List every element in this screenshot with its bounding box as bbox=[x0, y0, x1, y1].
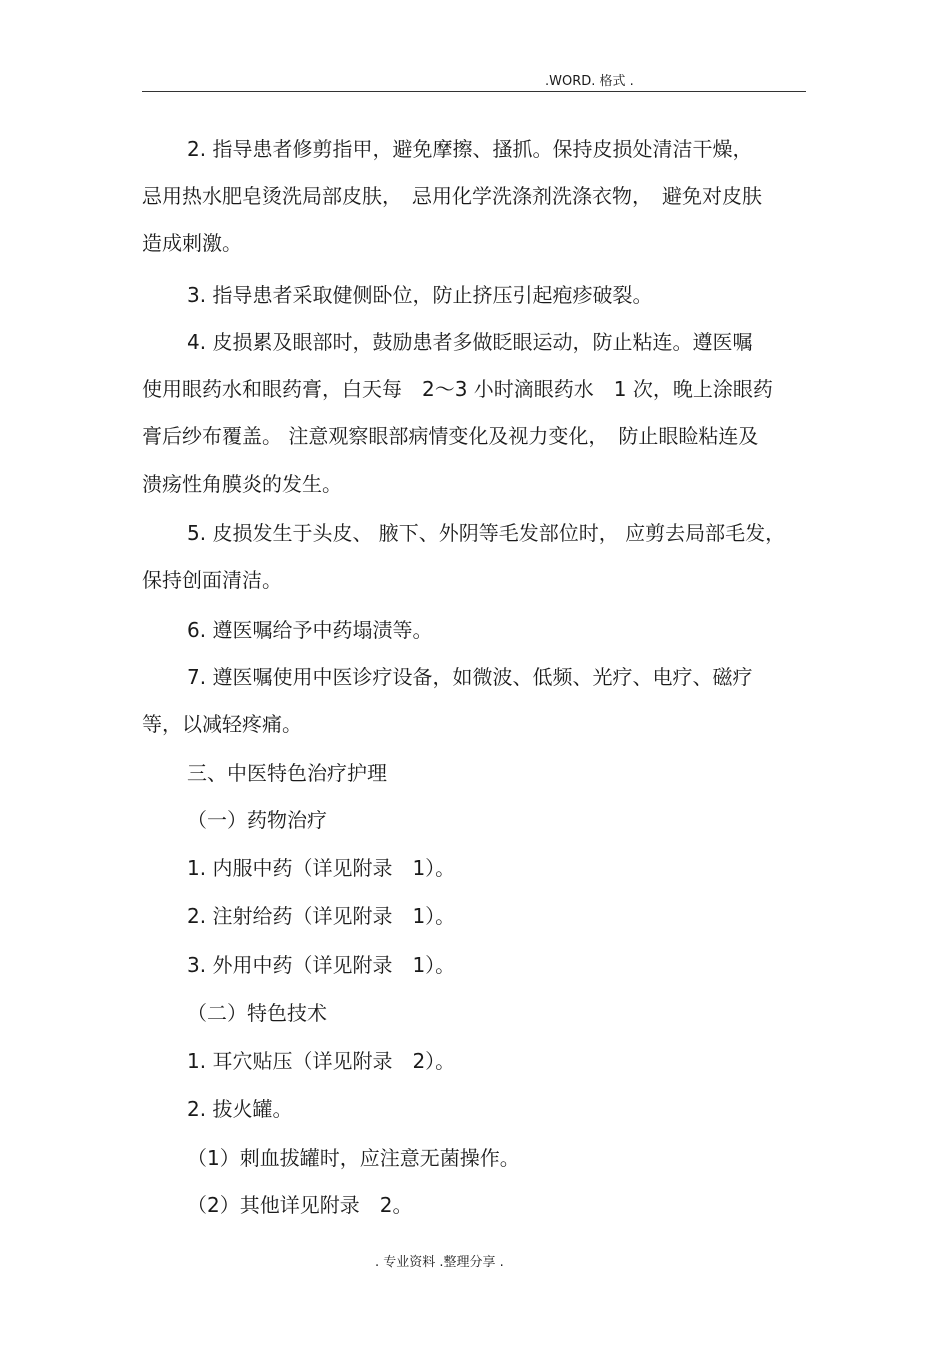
list-item: 2. 拔火罐。 bbox=[187, 1097, 293, 1121]
paragraph-line: 膏后纱布覆盖。 注意观察眼部病情变化及视力变化， 防止眼睑粘连及 bbox=[142, 424, 759, 448]
paragraph-line: 溃疡性角膜炎的发生。 bbox=[142, 472, 342, 496]
paragraph-line: 3. 指导患者采取健侧卧位，防止挤压引起疱疹破裂。 bbox=[187, 283, 653, 307]
header-rule bbox=[142, 91, 806, 92]
subsection-heading: （一）药物治疗 bbox=[187, 808, 327, 832]
paragraph-line: 等，以减轻疼痛。 bbox=[142, 712, 302, 736]
footer-text: . 专业资料 .整理分享 . bbox=[375, 1255, 504, 1270]
paragraph-line: 7. 遵医嘱使用中医诊疗设备，如微波、低频、光疗、电疗、磁疗 bbox=[187, 665, 753, 689]
section-heading: 三、中医特色治疗护理 bbox=[187, 761, 387, 785]
paragraph-line: 2. 指导患者修剪指甲，避免摩擦、搔抓。保持皮损处清洁干燥， bbox=[187, 137, 753, 161]
paragraph-line: 使用眼药水和眼药膏，白天每 2～3 小时滴眼药水 1 次，晚上涂眼药 bbox=[142, 377, 773, 401]
paragraph-line: 忌用热水肥皂烫洗局部皮肤， 忌用化学洗涤剂洗涤衣物， 避免对皮肤 bbox=[142, 184, 762, 208]
list-item: 1. 内服中药（详见附录 1）。 bbox=[187, 856, 456, 880]
list-item: （1）刺血拔罐时，应注意无菌操作。 bbox=[187, 1146, 520, 1170]
paragraph-line: 6. 遵医嘱给予中药塌渍等。 bbox=[187, 618, 433, 642]
subsection-heading: （二）特色技术 bbox=[187, 1001, 327, 1025]
list-item: 1. 耳穴贴压（详见附录 2）。 bbox=[187, 1049, 456, 1073]
paragraph-line: 4. 皮损累及眼部时，鼓励患者多做眨眼运动，防止粘连。遵医嘱 bbox=[187, 330, 753, 354]
paragraph-line: 造成刺激。 bbox=[142, 231, 242, 255]
list-item: 2. 注射给药（详见附录 1）。 bbox=[187, 904, 456, 928]
paragraph-line: 保持创面清洁。 bbox=[142, 568, 282, 592]
list-item: 3. 外用中药（详见附录 1）。 bbox=[187, 953, 456, 977]
paragraph-line: 5. 皮损发生于头皮、 腋下、外阴等毛发部位时， 应剪去局部毛发， bbox=[187, 521, 786, 545]
header-text: .WORD. 格式 . bbox=[545, 74, 634, 89]
list-item: （2）其他详见附录 2。 bbox=[187, 1193, 413, 1217]
